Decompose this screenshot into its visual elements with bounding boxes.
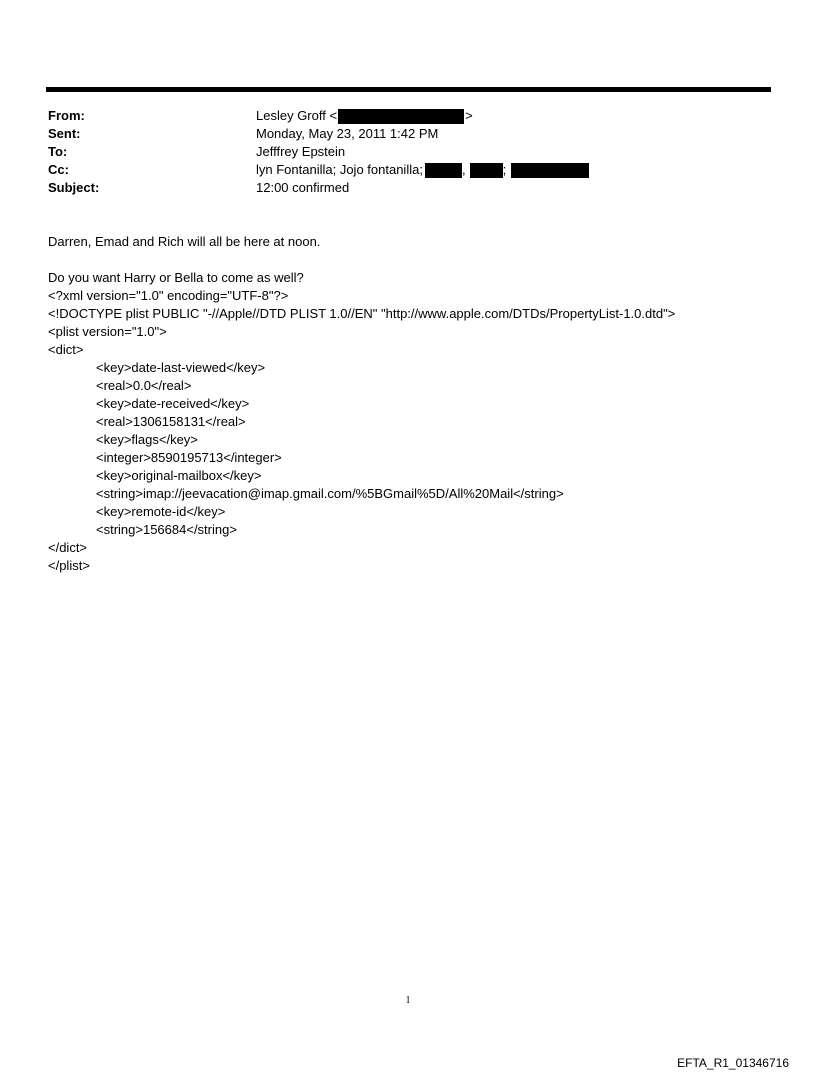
xml-line: </plist> <box>48 558 90 573</box>
xml-line: <dict> <box>48 342 84 357</box>
xml-line: <key>flags</key> <box>96 432 198 447</box>
cc-value <box>256 161 589 179</box>
xml-line: <key>date-received</key> <box>96 396 250 411</box>
xml-line: <?xml version="1.0" encoding="UTF-8"?> <box>48 288 289 303</box>
subject-label: Subject: <box>48 180 100 195</box>
cc-label: Cc: <box>48 162 69 177</box>
xml-line: <integer>8590195713</integer> <box>96 450 282 465</box>
header-rule <box>46 87 771 92</box>
xml-line: <key>original-mailbox</key> <box>96 468 262 483</box>
cc-names: lyn Fontanilla; Jojo fontanilla; <box>256 162 423 177</box>
sent-row <box>48 125 768 143</box>
subject-value: 12:00 confirmed <box>256 180 350 195</box>
xml-line: <string>imap://jeevacation@imap.gmail.com/%5BGmail%5D/All%20Mail</string> <box>96 486 564 501</box>
subject-row <box>48 179 768 197</box>
cc-separator: ; <box>502 162 507 177</box>
to-label: To: <box>48 144 68 159</box>
xml-line: <key>remote-id</key> <box>96 504 226 519</box>
xml-line: <string>156684</string> <box>96 522 237 537</box>
sent-value: Monday, May 23, 2011 1:42 PM <box>256 126 439 141</box>
redacted-cc-1 <box>425 163 462 178</box>
email-header <box>48 107 768 197</box>
sent-label: Sent: <box>48 126 81 141</box>
page-number: 1 <box>405 995 411 1006</box>
document-id: EFTA_R1_01346716 <box>677 1056 789 1070</box>
from-name: Lesley Groff < <box>256 108 338 123</box>
xml-line: <key>date-last-viewed</key> <box>96 360 266 375</box>
xml-line: <plist version="1.0"> <box>48 324 167 339</box>
body-line: Darren, Emad and Rich will all be here at noon. <box>48 234 321 249</box>
redacted-cc-3 <box>511 163 589 178</box>
to-row <box>48 143 768 161</box>
email-body <box>48 233 788 575</box>
xml-line: <real>0.0</real> <box>96 378 192 393</box>
xml-line: <real>1306158131</real> <box>96 414 246 429</box>
xml-line: <!DOCTYPE plist PUBLIC "-//Apple//DTD PLIST 1.0//EN" "http://www.apple.com/DTDs/PropertyList-1.0.dtd"> <box>48 306 676 321</box>
from-suffix: > <box>465 108 473 123</box>
from-value <box>256 107 473 125</box>
cc-row <box>48 161 768 179</box>
xml-line: </dict> <box>48 540 88 555</box>
redacted-cc-2 <box>470 163 503 178</box>
body-line: Do you want Harry or Bella to come as well? <box>48 270 304 285</box>
redacted-email <box>338 109 464 124</box>
from-row <box>48 107 768 125</box>
to-value: Jefffrey Epstein <box>256 144 346 159</box>
from-label: From: <box>48 108 85 123</box>
cc-separator: , <box>461 162 466 177</box>
